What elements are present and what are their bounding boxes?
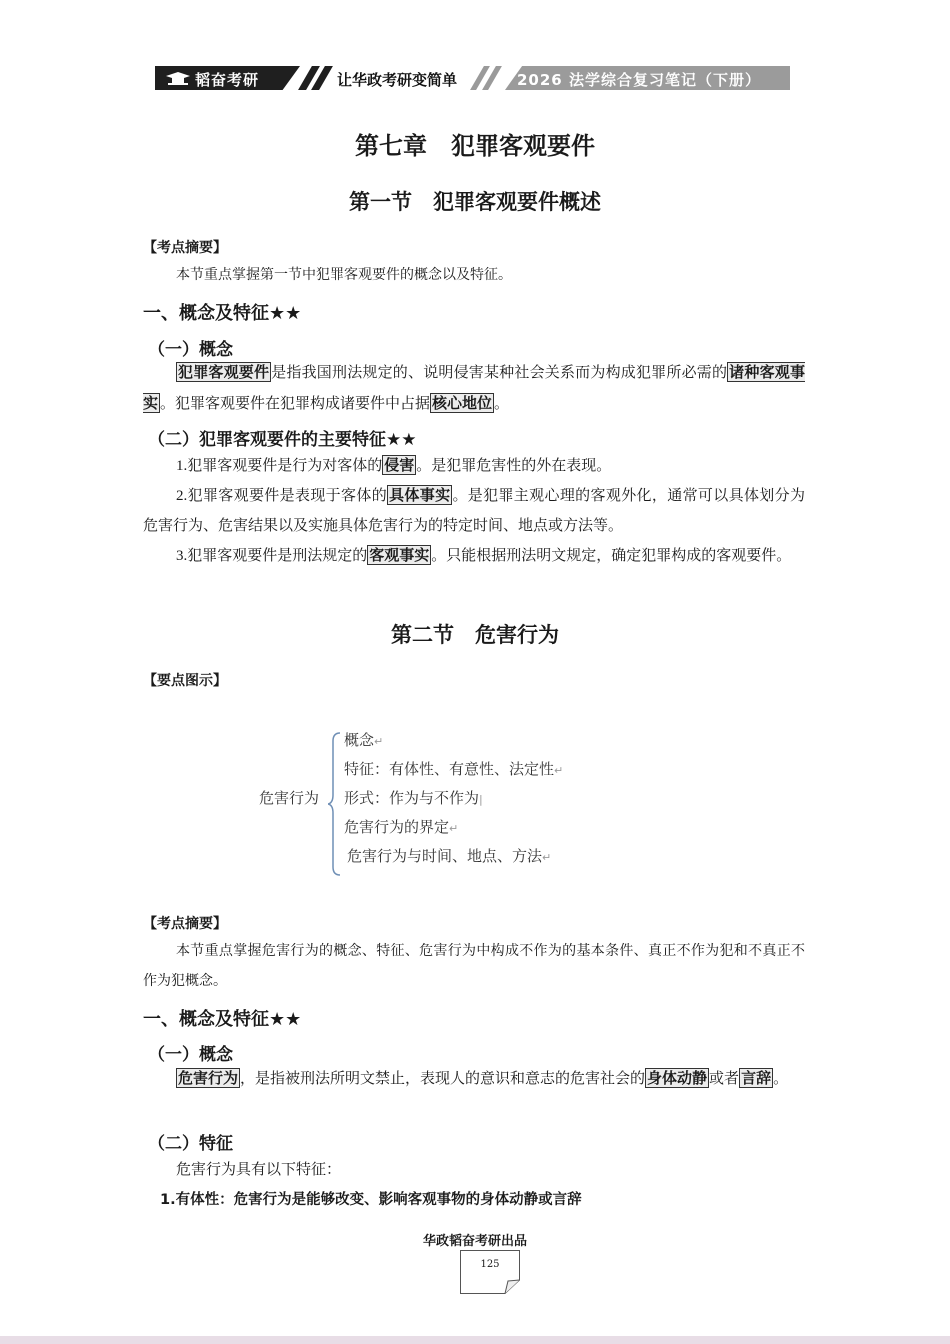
feature-paragraph-3: [143, 540, 805, 571]
text-span: 。只能根据刑法明文规定，确定犯罪构成的客观要件。: [431, 548, 792, 564]
paragraph-mark-icon: ↵: [449, 822, 459, 835]
feature-paragraph-1: [143, 450, 805, 481]
book-title: 2026 法学综合复习笔记（下册）: [517, 71, 761, 89]
keyword-highlight: 言辞: [741, 1069, 772, 1087]
concept-paragraph: [143, 357, 805, 419]
text-span: 。: [773, 1071, 789, 1087]
paragraph-mark-icon: ↵: [374, 735, 384, 748]
diagram-item-label: 形式：作为与不作为: [344, 789, 480, 807]
summary-text: 本节重点掌握危害行为的概念、特征、危害行为中构成不作为的基本条件、真正不作为犯和不真正不作为犯概念。: [143, 944, 805, 989]
keyword-highlight: 具体事实: [389, 486, 451, 504]
summary-text: 本节重点掌握第一节中犯罪客观要件的概念以及特征。: [176, 268, 512, 283]
text-span: 1.犯罪客观要件是行为对客体的: [176, 458, 383, 474]
keyword-highlight: 犯罪客观要件: [178, 363, 270, 381]
folded-page-icon: [460, 1250, 520, 1294]
diagram-item: [344, 758, 563, 779]
publisher-footer: 华政韬奋考研出品: [422, 1234, 527, 1249]
graduation-cap-icon: [165, 71, 191, 85]
diagram-item-label: 特征：有体性、有意性、法定性: [344, 760, 555, 778]
paragraph-mark-icon: ↵: [554, 764, 564, 777]
chapter-title: 第七章 犯罪客观要件: [355, 131, 595, 160]
subheading-features: （二）犯罪客观要件的主要特征★★: [148, 430, 417, 450]
text-span: 。: [494, 396, 510, 412]
summary-tag: 【考点摘要】: [143, 916, 227, 932]
text-cursor-icon: |: [479, 793, 483, 806]
brace-icon: [328, 731, 342, 877]
diagram-item: [347, 845, 551, 866]
keyword-highlight: 侵害: [384, 456, 415, 474]
page-number-box: [460, 1250, 520, 1294]
features-intro: 危害行为具有以下特征：: [176, 1162, 342, 1178]
text-span: 或者: [709, 1071, 740, 1087]
page-number: 125: [480, 1259, 500, 1270]
heading-concept-features: 一、概念及特征★★: [143, 1009, 302, 1030]
keyword-highlight: 客观事实: [369, 546, 430, 564]
header-banner: [155, 66, 790, 90]
logo-text: 韬奋考研: [195, 71, 260, 89]
feature-item-1: 1.有体性：危害行为是能够改变、影响客观事物的身体动静或言辞: [160, 1192, 582, 1208]
summary-tag: 【考点摘要】: [143, 240, 227, 256]
diagram-tag: 【要点图示】: [143, 673, 227, 689]
text-span: 是指我国刑法规定的、说明侵害某种社会关系而为构成犯罪所必需的: [271, 365, 728, 381]
text-span: 2.犯罪客观要件是表现于客体的: [176, 488, 388, 504]
subheading-concept: （一）概念: [148, 1045, 233, 1065]
feature-paragraph-2: [143, 480, 805, 541]
section-title: 第一节 犯罪客观要件概述: [349, 189, 601, 214]
diagram-item-label: 概念: [344, 731, 375, 749]
diagram-item: [344, 729, 383, 750]
keyword-highlight: 身体动静: [647, 1069, 708, 1087]
heading-concept-features: 一、概念及特征★★: [143, 303, 302, 324]
page-bottom-edge: [0, 1336, 950, 1344]
keyword-highlight: 危害行为: [178, 1069, 239, 1087]
keyword-highlight: 诸种客观事实: [143, 363, 805, 412]
text-span: ，是指被刑法所明文禁止，表现人的意识和意志的危害社会的: [240, 1071, 646, 1087]
text-span: 。是犯罪危害性的外在表现。: [416, 458, 612, 474]
text-span: 。是犯罪主观心理的客观外化，通常可以具体划分为危害行为、危害结果以及实施具体危害行为的特定时间、地点或方法等。: [143, 488, 805, 534]
text-span: 3.犯罪客观要件是刑法规定的: [176, 548, 368, 564]
diagram-item: [344, 787, 483, 808]
subheading-concept: （一）概念: [148, 340, 233, 360]
header-slogan: 让华政考研变简单: [337, 71, 458, 89]
paragraph-mark-icon: ↵: [542, 851, 552, 864]
subheading-features: （二）特征: [148, 1134, 233, 1154]
concept-paragraph: [143, 1063, 805, 1094]
diagram-item: [344, 816, 458, 837]
text-span: 。犯罪客观要件在犯罪构成诸要件中占据: [160, 396, 431, 412]
diagram-item-label: 危害行为的界定: [344, 818, 450, 836]
diagram-item-label: 危害行为与时间、地点、方法: [347, 847, 543, 865]
diagram-root: 危害行为: [259, 789, 320, 807]
section-title: 第二节 危害行为: [391, 622, 559, 647]
mind-map-diagram: [250, 725, 650, 875]
keyword-highlight: 核心地位: [432, 394, 493, 412]
